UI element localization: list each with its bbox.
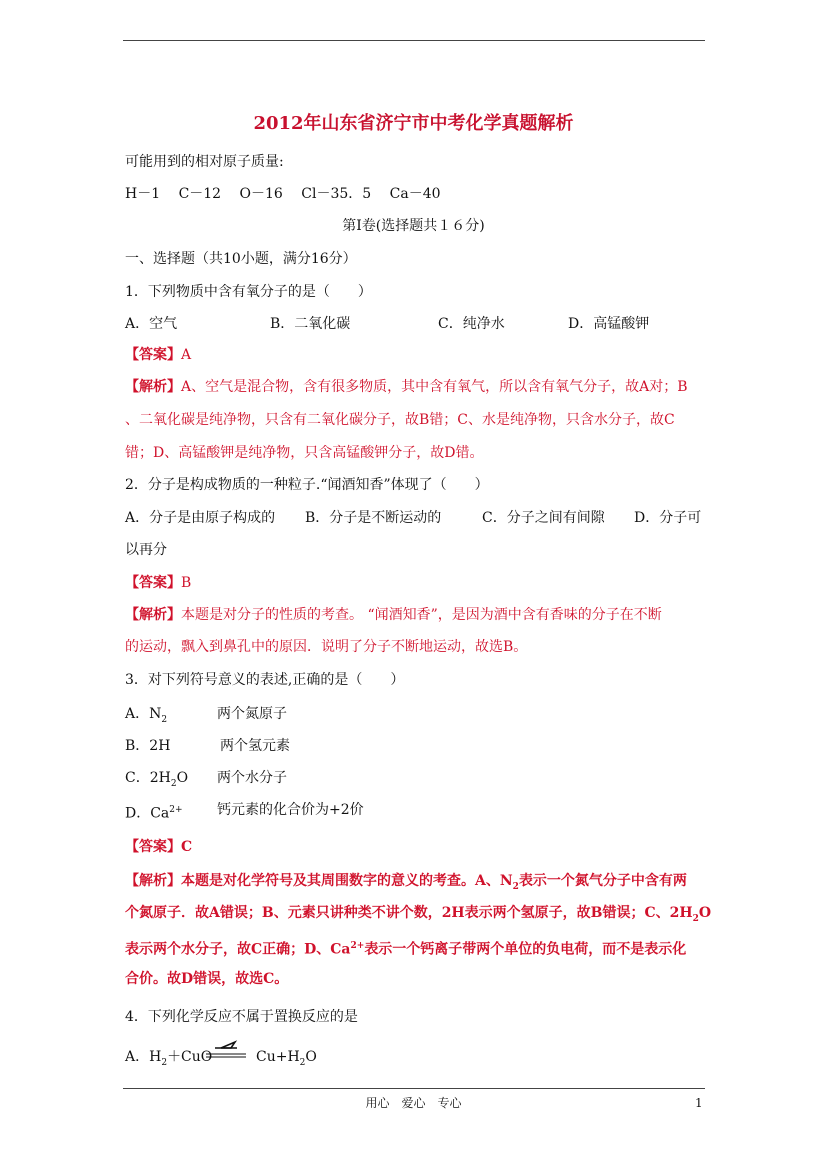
q2-analysis-line-2: 的运动，飘入到鼻孔中的原因．说明了分子不断地运动，故选B。 [125,639,528,655]
q1-option-d: D．高锰酸钾 [568,316,650,332]
q3-answer [125,838,192,856]
q2-option-b: B．分子是不断运动的 [305,510,442,526]
analysis-text: 表示两个水分子，故C正确；D、Ca [125,941,351,958]
q2-option-d: D．分子可 [634,510,702,526]
q2-analysis-line-1 [125,606,662,624]
answer-value: B [181,575,192,591]
answer-value: A [181,347,192,363]
q1-analysis-line-2: 、二氧化碳是纯净物，只含有二氧化碳分子，故B错；C、水是纯净物，只含水分子，故C [125,412,675,428]
analysis-label: 【解析】 [125,379,181,395]
analysis-text: O [698,905,712,921]
section-heading: 第Ⅰ卷(选择题共１６分) [342,218,485,234]
answer-value: C [181,839,193,855]
page-title: 2012年山东省济宁市中考化学真题解析 [253,113,574,134]
q1-analysis-line-1 [125,378,688,396]
q3-option-c-text: 两个水分子 [217,770,287,786]
q2-option-d-cont: 以再分 [125,542,167,558]
analysis-label: 【解析】 [125,607,181,623]
q1-option-a: A．空气 [125,316,178,332]
symbol: A．N [125,706,162,722]
q3-stem: 3．对下列符号意义的表述,正确的是（ ） [125,672,405,688]
symbol: A．H [125,1049,162,1065]
q3-option-b-text: 两个氢元素 [220,738,290,754]
q2-option-a: A．分子是由原子构成的 [125,510,276,526]
subscript: 2 [512,881,519,892]
page-number: 1 [695,1096,703,1110]
q1-option-c: C．纯净水 [438,316,505,332]
analysis-text: 本题是对分子的性质的考查。 “闻酒知香”，是因为酒中含有香味的分子在不断 [181,607,662,623]
intro-text: 可能用到的相对原子质量: [125,154,284,170]
footer-rule [123,1088,705,1089]
analysis-text: 个氮原子．故A错误；B、元素只讲种类不讲个数，2H表示两个氢原子，故B错误；C、2H [125,905,693,921]
q1-option-b: B．二氧化碳 [270,316,351,332]
q2-stem: 2．分子是构成物质的一种粒子.“闻酒知香”体现了（ ） [125,477,489,493]
subscript: 2 [161,714,168,725]
analysis-text: 表示一个钙离子带两个单位的负电荷，而不是表示化 [364,941,687,958]
symbol-tail: O [305,1049,317,1065]
q4-stem: 4．下列化学反应不属于置换反应的是 [125,1009,358,1025]
q3-option-b-symbol: B．2H [125,738,171,754]
q3-analysis-line-3 [125,937,686,959]
heat-reaction-arrow-icon [205,1040,247,1062]
q1-analysis-line-3: 错；D、高锰酸钾是纯净物，只含高锰酸钾分子，故D错。 [125,445,484,461]
analysis-text: 表示一个氮气分子中含有两 [518,873,687,889]
analysis-label: 【解析】 [125,873,181,889]
q3-option-d-text: 钙元素的化合价为+2价 [217,802,364,818]
analysis-text: A、空气是混合物，含有很多物质，其中含有氧气，所以含有氧气分子，故A对；B [181,379,688,395]
q3-analysis-line-1 [125,872,687,896]
answer-label: 【答案】 [125,575,181,591]
symbol: Cu+H [256,1049,300,1065]
q1-stem: 1．下列物质中含有氧分子的是（ ） [125,284,372,300]
q3-analysis-line-4: 合价。故D错误，故选C。 [125,971,289,987]
subscript: 2 [299,1057,306,1068]
q4-option-a-right [256,1048,317,1072]
q3-option-a-text: 两个氮原子 [217,706,287,722]
q3-option-a-symbol [125,705,167,729]
atomic-masses: H－1 C－12 O－16 Cl－35．5 Ca－40 [125,186,441,202]
footer-motto: 用心 爱心 专心 [365,1096,462,1110]
superscript: 2+ [169,805,183,815]
answer-label: 【答案】 [125,839,181,855]
q4-option-a-left [125,1048,212,1072]
symbol: D．Ca [125,805,170,822]
header-rule [123,40,705,41]
superscript: 2+ [350,941,365,951]
symbol: C．2H [125,770,171,786]
symbol: ＋CuO [167,1049,213,1065]
symbol-tail: O [176,770,189,786]
part-heading: 一、选择题（共10小题，满分16分） [125,251,357,267]
q3-option-c-symbol [125,769,188,793]
subscript: 2 [161,1057,168,1068]
subscript: 2 [170,778,177,789]
q3-option-d-symbol [125,801,183,823]
q2-option-c: C．分子之间有间隙 [482,510,605,526]
q2-answer [125,574,191,592]
q1-answer [125,346,191,364]
q3-analysis-line-2 [125,904,711,928]
analysis-text: 本题是对化学符号及其周围数字的意义的考查。A、N [181,873,513,889]
subscript: 2 [692,913,699,924]
answer-label: 【答案】 [125,347,181,363]
